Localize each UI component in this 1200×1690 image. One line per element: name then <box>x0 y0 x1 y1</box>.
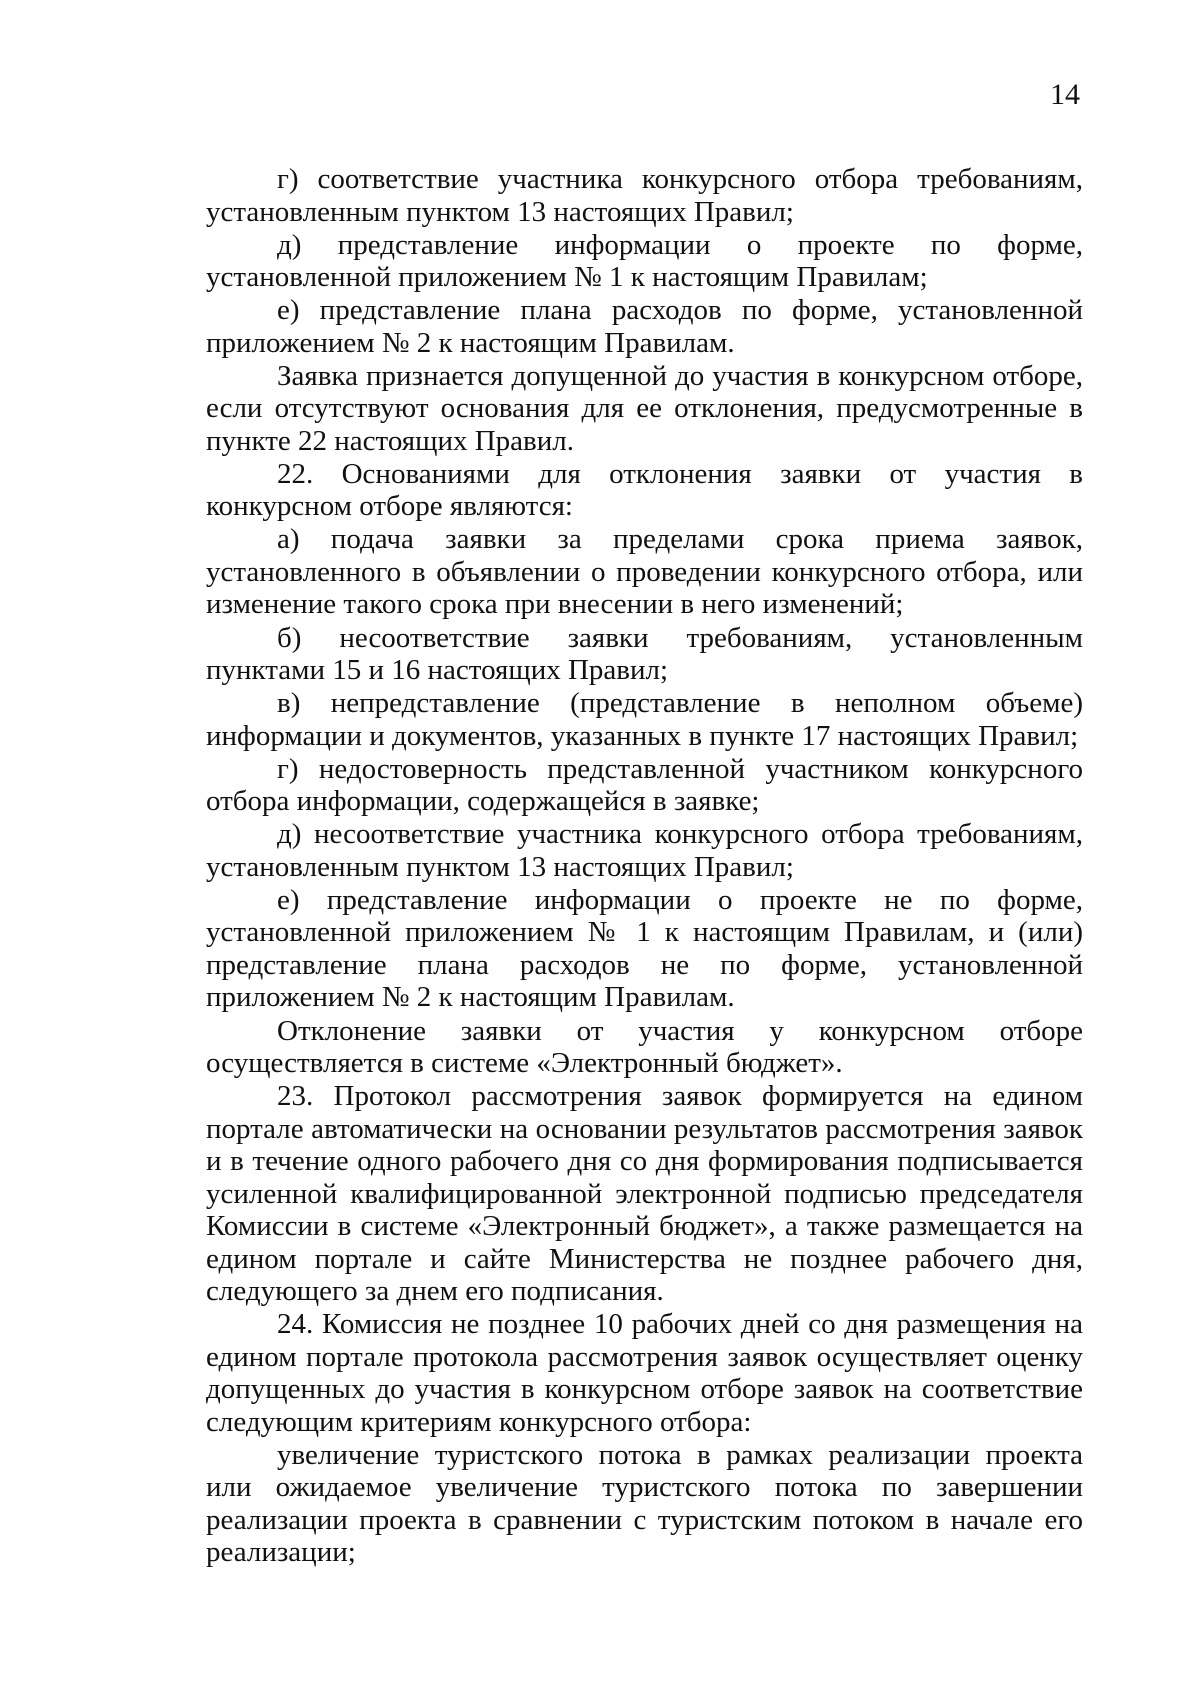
document-body <box>206 163 1083 1569</box>
page-number: 14 <box>1050 78 1080 111</box>
paragraph-application-admitted: Заявка признается допущенной до участия в конкурсном отборе, если отсутствуют основания для ее отклонения, предусмотренные в пункте 22 настоящих Правил. <box>206 359 1083 457</box>
paragraph-d-project-info: д) представление информации о проекте по форме, установленной приложением № 1 к настоящим Правилам; <box>206 228 1083 294</box>
paragraph-g-participant-compliance: г) соответствие участника конкурсного отбора требованиям, установленным пунктом 13 настоящих Правил; <box>206 163 1083 228</box>
paragraph-22-rejection-grounds: 22. Основаниями для отклонения заявки от участия в конкурсном отборе являются: <box>206 457 1083 523</box>
paragraph-23-review-protocol: 23. Протокол рассмотрения заявок формируется на едином портале автоматически на основании результатов рассмотрения заявок и в течение одного рабочего дня со дня формирования подписывается усиленной квалифицированной электронной подписью председателя Комиссии в системе «Электронный бюджет», а также размещается на едином портале и сайте Министерства не позднее рабочего дня, следующего за днем его подписания. <box>206 1080 1083 1308</box>
paragraph-e-wrong-form: е) представление информации о проекте не по форме, установленной приложением № 1 к настоящим Правилам, и (или) представление плана расходов не по форме, установленной приложением № 2 к настоящим Правилам. <box>206 883 1083 1014</box>
paragraph-e-expense-plan: е) представление плана расходов по форме, установленной приложением № 2 к настоящим Правилам. <box>206 294 1083 359</box>
paragraph-d-participant-noncompliance: д) несоответствие участника конкурсного отбора требованиям, установленным пунктом 13 настоящих Правил; <box>206 818 1083 883</box>
paragraph-v-missing-documents: в) непредставление (представление в неполном объеме) информации и документов, указанных в пункте 17 настоящих Правил; <box>206 687 1083 752</box>
paragraph-a-late-submission: а) подача заявки за пределами срока приема заявок, установленного в объявлении о проведении конкурсного отбора, или изменение такого срока при внесении в него изменений; <box>206 523 1083 621</box>
paragraph-tourist-flow-criterion: увеличение туристского потока в рамках реализации проекта или ожидаемое увеличение туристского потока по завершении реализации проекта в сравнении с туристским потоком в начале его реализации; <box>206 1438 1083 1569</box>
paragraph-rejection-in-system: Отклонение заявки от участия у конкурсном отборе осуществляется в системе «Электронный бюджет». <box>206 1014 1083 1080</box>
paragraph-24-commission-evaluation: 24. Комиссия не позднее 10 рабочих дней со дня размещения на едином портале протокола рассмотрения заявок осуществляет оценку допущенных до участия в конкурсном отборе заявок на соответствие следующим критериям конкурсного отбора: <box>206 1308 1083 1438</box>
paragraph-b-noncompliance: б) несоответствие заявки требованиям, установленным пунктами 15 и 16 настоящих Правил; <box>206 621 1083 687</box>
paragraph-g-unreliable-info: г) недостоверность представленной участником конкурсного отбора информации, содержащейся в заявке; <box>206 752 1083 818</box>
